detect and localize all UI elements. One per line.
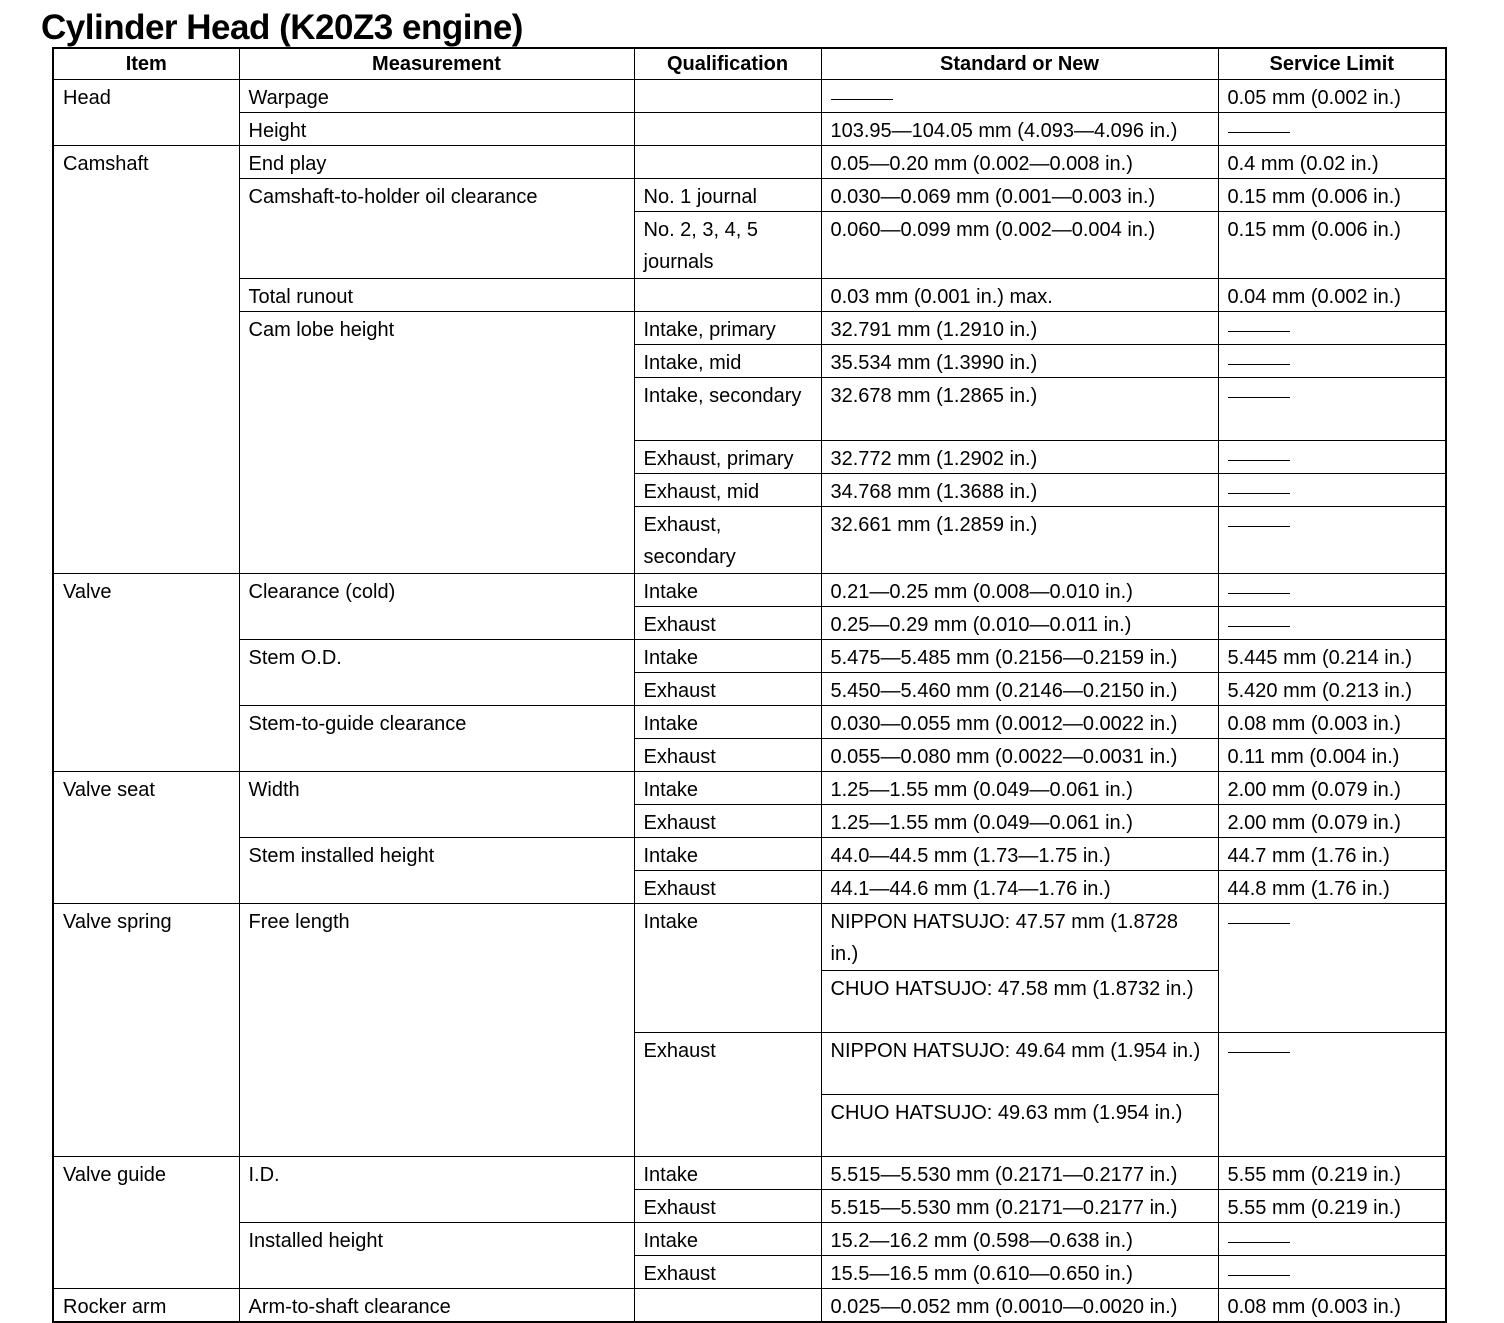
limit-cell: [1218, 441, 1446, 474]
dash-placeholder: [1228, 626, 1290, 627]
item-cell: Valve guide: [53, 1157, 239, 1289]
standard-cell: 35.534 mm (1.3990 in.): [821, 345, 1218, 378]
limit-cell: 0.15 mm (0.006 in.): [1218, 179, 1446, 212]
limit-cell: 0.04 mm (0.002 in.): [1218, 279, 1446, 312]
standard-cell: 0.030—0.055 mm (0.0012—0.0022 in.): [821, 706, 1218, 739]
standard-cell: 1.25—1.55 mm (0.049—0.061 in.): [821, 772, 1218, 805]
standard-cell: 15.2—16.2 mm (0.598—0.638 in.): [821, 1223, 1218, 1256]
dash-placeholder: [1228, 593, 1290, 594]
dash-placeholder: [831, 99, 893, 100]
item-cell: Head: [53, 80, 239, 146]
measurement-cell: Warpage: [239, 80, 634, 113]
standard-cell: 0.25—0.29 mm (0.010—0.011 in.): [821, 607, 1218, 640]
item-cell: Valve spring: [53, 904, 239, 1157]
page-title: Cylinder Head (K20Z3 engine): [41, 8, 523, 47]
qualification-cell: Exhaust: [634, 871, 821, 904]
qualification-cell: Exhaust: [634, 673, 821, 706]
qualification-cell: Intake: [634, 838, 821, 871]
measurement-cell: Free length: [239, 904, 634, 1157]
table-row: [53, 113, 1446, 146]
limit-cell: [1218, 574, 1446, 607]
standard-cell: CHUO HATSUJO: 49.63 mm (1.954 in.): [821, 1095, 1218, 1157]
standard-cell: 5.475—5.485 mm (0.2156—0.2159 in.): [821, 640, 1218, 673]
table-row: [53, 574, 1446, 607]
limit-cell: [1218, 378, 1446, 441]
header-item: Item: [53, 48, 239, 80]
limit-cell: 0.4 mm (0.02 in.): [1218, 146, 1446, 179]
measurement-cell: Camshaft-to-holder oil clearance: [239, 179, 634, 279]
table-row: [53, 1289, 1446, 1323]
qualification-cell: Exhaust: [634, 1256, 821, 1289]
limit-cell: 0.15 mm (0.006 in.): [1218, 212, 1446, 279]
limit-cell: [1218, 113, 1446, 146]
dash-placeholder: [1228, 493, 1290, 494]
standard-cell: 0.025—0.052 mm (0.0010—0.0020 in.): [821, 1289, 1218, 1323]
qualification-cell: Intake, secondary: [634, 378, 821, 441]
limit-cell: 0.05 mm (0.002 in.): [1218, 80, 1446, 113]
header-service-limit: Service Limit: [1218, 48, 1446, 80]
standard-cell: 0.060—0.099 mm (0.002—0.004 in.): [821, 212, 1218, 279]
qualification-cell: Exhaust: [634, 805, 821, 838]
limit-cell: 2.00 mm (0.079 in.): [1218, 805, 1446, 838]
header-standard: Standard or New: [821, 48, 1218, 80]
limit-cell: [1218, 345, 1446, 378]
standard-cell: [821, 80, 1218, 113]
dash-placeholder: [1228, 132, 1290, 133]
table-row: [53, 838, 1446, 871]
standard-cell: NIPPON HATSUJO: 47.57 mm (1.8728 in.): [821, 904, 1218, 971]
dash-placeholder: [1228, 923, 1290, 924]
table-row: [53, 179, 1446, 212]
qualification-cell: Intake: [634, 1157, 821, 1190]
measurement-cell: Stem-to-guide clearance: [239, 706, 634, 772]
standard-cell: 34.768 mm (1.3688 in.): [821, 474, 1218, 507]
item-cell: Rocker arm: [53, 1289, 239, 1323]
dash-placeholder: [1228, 364, 1290, 365]
limit-cell: 0.11 mm (0.004 in.): [1218, 739, 1446, 772]
measurement-cell: Height: [239, 113, 634, 146]
item-cell: Valve seat: [53, 772, 239, 904]
limit-cell: 0.08 mm (0.003 in.): [1218, 706, 1446, 739]
limit-cell: [1218, 1033, 1446, 1157]
measurement-cell: Total runout: [239, 279, 634, 312]
measurement-cell: Stem installed height: [239, 838, 634, 904]
standard-cell: NIPPON HATSUJO: 49.64 mm (1.954 in.): [821, 1033, 1218, 1095]
qualification-cell: Intake, primary: [634, 312, 821, 345]
standard-cell: 5.515—5.530 mm (0.2171—0.2177 in.): [821, 1190, 1218, 1223]
qualification-cell: No. 2, 3, 4, 5 journals: [634, 212, 821, 279]
table-row: [53, 640, 1446, 673]
qualification-cell: Exhaust: [634, 1033, 821, 1157]
header-row: [53, 48, 1446, 80]
limit-cell: [1218, 312, 1446, 345]
qualification-cell: Intake: [634, 574, 821, 607]
qualification-cell: [634, 113, 821, 146]
standard-cell: 32.678 mm (1.2865 in.): [821, 378, 1218, 441]
qualification-cell: Intake: [634, 904, 821, 1033]
table-row: [53, 706, 1446, 739]
qualification-cell: Intake: [634, 706, 821, 739]
dash-placeholder: [1228, 460, 1290, 461]
limit-cell: [1218, 904, 1446, 1033]
standard-cell: 0.05—0.20 mm (0.002—0.008 in.): [821, 146, 1218, 179]
standard-cell: 1.25—1.55 mm (0.049—0.061 in.): [821, 805, 1218, 838]
measurement-cell: Stem O.D.: [239, 640, 634, 706]
standard-cell: 5.450—5.460 mm (0.2146—0.2150 in.): [821, 673, 1218, 706]
qualification-cell: Exhaust, secondary: [634, 507, 821, 574]
standard-cell: 32.791 mm (1.2910 in.): [821, 312, 1218, 345]
standard-cell: 5.515—5.530 mm (0.2171—0.2177 in.): [821, 1157, 1218, 1190]
qualification-cell: Exhaust, primary: [634, 441, 821, 474]
limit-cell: 44.7 mm (1.76 in.): [1218, 838, 1446, 871]
table-row: [53, 312, 1446, 345]
limit-cell: [1218, 607, 1446, 640]
qualification-cell: [634, 279, 821, 312]
measurement-cell: Cam lobe height: [239, 312, 634, 574]
limit-cell: 5.55 mm (0.219 in.): [1218, 1157, 1446, 1190]
table-row: [53, 146, 1446, 179]
qualification-cell: Intake: [634, 1223, 821, 1256]
standard-cell: 0.055—0.080 mm (0.0022—0.0031 in.): [821, 739, 1218, 772]
item-cell: Valve: [53, 574, 239, 772]
qualification-cell: Intake: [634, 772, 821, 805]
standard-cell: 32.772 mm (1.2902 in.): [821, 441, 1218, 474]
limit-cell: 5.420 mm (0.213 in.): [1218, 673, 1446, 706]
qualification-cell: Exhaust: [634, 739, 821, 772]
limit-cell: 5.445 mm (0.214 in.): [1218, 640, 1446, 673]
standard-cell: 0.030—0.069 mm (0.001—0.003 in.): [821, 179, 1218, 212]
standard-cell: 103.95—104.05 mm (4.093—4.096 in.): [821, 113, 1218, 146]
table-row: [53, 1157, 1446, 1190]
qualification-cell: Exhaust: [634, 607, 821, 640]
measurement-cell: Clearance (cold): [239, 574, 634, 640]
dash-placeholder: [1228, 331, 1290, 332]
header-qualification: Qualification: [634, 48, 821, 80]
header-measurement: Measurement: [239, 48, 634, 80]
dash-placeholder: [1228, 397, 1290, 398]
table-row: [53, 904, 1446, 971]
table-row: [53, 279, 1446, 312]
spec-table: [52, 47, 1447, 1323]
measurement-cell: Installed height: [239, 1223, 634, 1289]
qualification-cell: [634, 146, 821, 179]
item-cell: Camshaft: [53, 146, 239, 574]
measurement-cell: Width: [239, 772, 634, 838]
table-row: [53, 80, 1446, 113]
limit-cell: [1218, 507, 1446, 574]
measurement-cell: I.D.: [239, 1157, 634, 1223]
limit-cell: [1218, 1256, 1446, 1289]
dash-placeholder: [1228, 1275, 1290, 1276]
standard-cell: 44.1—44.6 mm (1.74—1.76 in.): [821, 871, 1218, 904]
qualification-cell: Intake: [634, 640, 821, 673]
limit-cell: 44.8 mm (1.76 in.): [1218, 871, 1446, 904]
limit-cell: [1218, 1223, 1446, 1256]
dash-placeholder: [1228, 1052, 1290, 1053]
qualification-cell: [634, 80, 821, 113]
limit-cell: 0.08 mm (0.003 in.): [1218, 1289, 1446, 1323]
standard-cell: 15.5—16.5 mm (0.610—0.650 in.): [821, 1256, 1218, 1289]
qualification-cell: Intake, mid: [634, 345, 821, 378]
table-row: [53, 1223, 1446, 1256]
limit-cell: 2.00 mm (0.079 in.): [1218, 772, 1446, 805]
qualification-cell: Exhaust: [634, 1190, 821, 1223]
limit-cell: [1218, 474, 1446, 507]
table-row: [53, 772, 1446, 805]
standard-cell: CHUO HATSUJO: 47.58 mm (1.8732 in.): [821, 971, 1218, 1033]
qualification-cell: No. 1 journal: [634, 179, 821, 212]
dash-placeholder: [1228, 1242, 1290, 1243]
standard-cell: 0.03 mm (0.001 in.) max.: [821, 279, 1218, 312]
limit-cell: 5.55 mm (0.219 in.): [1218, 1190, 1446, 1223]
standard-cell: 44.0—44.5 mm (1.73—1.75 in.): [821, 838, 1218, 871]
qualification-cell: Exhaust, mid: [634, 474, 821, 507]
dash-placeholder: [1228, 526, 1290, 527]
standard-cell: 32.661 mm (1.2859 in.): [821, 507, 1218, 574]
qualification-cell: [634, 1289, 821, 1323]
standard-cell: 0.21—0.25 mm (0.008—0.010 in.): [821, 574, 1218, 607]
measurement-cell: Arm-to-shaft clearance: [239, 1289, 634, 1323]
measurement-cell: End play: [239, 146, 634, 179]
